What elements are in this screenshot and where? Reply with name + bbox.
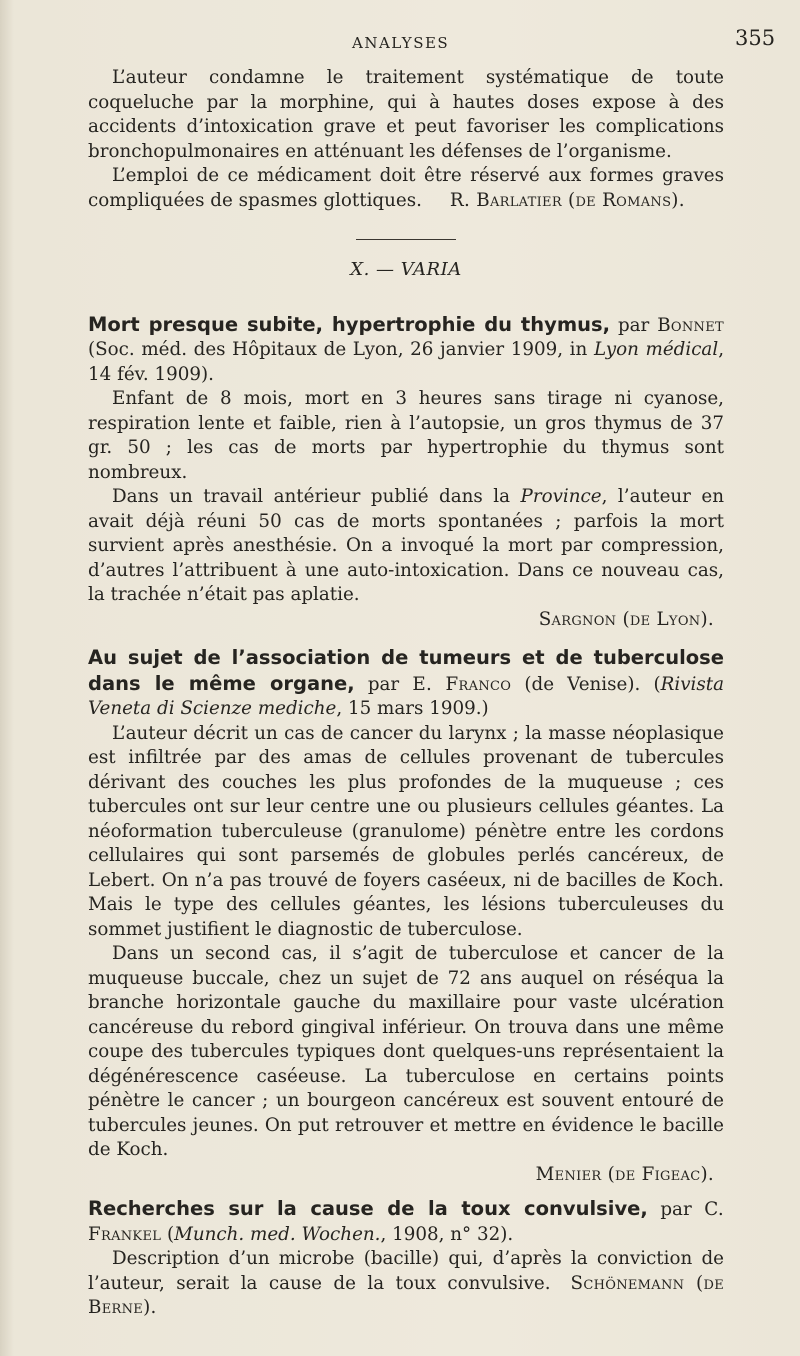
entry-3-title: Recherches sur la cause de la toux convulsive, xyxy=(88,1197,648,1220)
section-divider xyxy=(356,239,456,240)
intro-signature: R. Barlatier (de Romans). xyxy=(449,189,685,211)
entry-3-journal: Munch. med. Wochen. xyxy=(174,1223,381,1245)
entry-2-author: E. Franco xyxy=(412,673,512,695)
entry-2-source-mid: (de Venise). ( xyxy=(511,673,661,695)
entry-2-paragraph-1: L’auteur décrit un cas de cancer du larynx ; la masse néoplasique est infiltrée par des amas de cellules provenant de tubercules dérivant des couches les plus profondes de la muqueuse ; ces tubercules ont sur leur centre une ou plusieurs cellules géantes. La néoformation tuberculeuse (granulome) pénètre entre les cordons cellulaires qui sont parsemés de globules perlés cancéreux, de Lebert. On n’a pas trouvé de foyers caséeux, ni de bacilles de Koch. Mais le type des cellules géantes, les lésions tuberculeuses du sommet justifient le diagnostic de tuberculose. xyxy=(88,722,724,940)
entry-1-source-post: , 14 fév. 1909). xyxy=(88,339,724,385)
page-header xyxy=(0,22,800,62)
entry-3-source-post: , 1908, n° 32). xyxy=(380,1223,514,1245)
entry-1-title: Mort presque subite, hypertrophie du thymus, xyxy=(88,312,611,336)
entry-1-paragraph-2 xyxy=(88,485,724,608)
entry-1-source-mid: (Soc. méd. des Hôpitaux de Lyon, 26 janvier 1909, in xyxy=(88,339,594,360)
entry-1-paragraph-2-rest: , l’auteur en avait déjà réuni 50 cas de morts spontanées ; parfois la mort survient après anesthésie. On a invoqué la mort par compression, d’autres l’attribuent à une auto-intoxication. Dans ce nouveau cas, la trachée n’était pas aplatie. xyxy=(88,486,724,605)
entry-1-paragraph-2-italic: Province xyxy=(520,486,602,507)
entry-1-journal: Lyon médical xyxy=(593,339,719,360)
entry-2-paragraph-2: Dans un second cas, il s’agit de tuberculose et cancer de la muqueuse buccale, chez un sujet de 72 ans auquel on réséqua la branche horizontale gauche du maxillaire pour vaste ulcération cancéreuse du rebord gingival inférieur. On trouva dans une même coupe des tubercules typiques dont quelques-uns représentaient la dégénérescence caséeuse. La tuberculose en certains points pénètre le cancer ; un bourgeon cancéreux est souvent entouré de tubercules jeunes. On put retrouver et mettre en évidence le bacille de Koch. xyxy=(88,943,724,1160)
entry-1-heading xyxy=(88,313,724,388)
intro-paragraph-2 xyxy=(88,164,724,213)
entry-1-paragraph-2-text: Dans un travail antérieur publié dans la xyxy=(112,486,521,507)
entry-1-signature-line xyxy=(88,608,724,633)
entry-2-journal: Rivista Veneta di Scienze mediche xyxy=(88,673,724,719)
entry-2-signature: Menier (de Figeac). xyxy=(535,1163,714,1185)
entry-2-title: Au sujet de l’association de tumeurs et de tuberculose dans le même organe, xyxy=(88,646,724,695)
entry-3-paragraph-1 xyxy=(88,1247,724,1321)
entry-3-author: C. Frankel xyxy=(88,1199,724,1245)
entry-3-heading xyxy=(88,1197,724,1247)
entry-2-source-post: , 15 mars 1909.) xyxy=(336,698,489,719)
intro-paragraph-1: L’auteur condamne le traitement systématique de toute coqueluche par la morphine, qui à hautes doses expose à des accidents d’intoxication grave et peut favoriser les complications bronchopulmonaires en atténuant les défenses de l’organisme. xyxy=(88,67,724,162)
entry-1-source-pre: par xyxy=(610,314,658,336)
page-body xyxy=(88,66,724,1321)
entry-3-signature: Schönemann (de Berne). xyxy=(88,1272,724,1318)
entry-2-signature-line xyxy=(88,1163,724,1188)
entry-3-paragraph-1-text: Description d’un microbe (bacille) qui, d’après la conviction de l’auteur, serait la cause de la toux convulsive. xyxy=(88,1248,724,1294)
entry-1-paragraph-1: Enfant de 8 mois, mort en 3 heures sans tirage ni cyanose, respiration lente et faible, rien à l’autopsie, un gros thymus de 37 gr. 50 ; les cas de morts par hypertrophie du thymus sont nombreux. xyxy=(88,388,724,483)
entry-2-heading xyxy=(88,646,724,722)
entry-1-signature: Sargnon (de Lyon). xyxy=(538,608,714,630)
entry-2-source-pre: par xyxy=(354,673,413,695)
entry-3-source-pre: par xyxy=(647,1199,705,1220)
page-number: 355 xyxy=(735,26,776,50)
entry-3-source-mid: ( xyxy=(161,1223,175,1245)
section-title: X. — VARIA xyxy=(350,259,462,280)
intro-paragraph-2-text: L’emploi de ce médicament doit être réservé aux formes graves compliquées de spasmes glottiques. xyxy=(88,165,724,211)
running-head: ANALYSES xyxy=(352,34,450,52)
entry-1-author: Bonnet xyxy=(657,314,724,336)
